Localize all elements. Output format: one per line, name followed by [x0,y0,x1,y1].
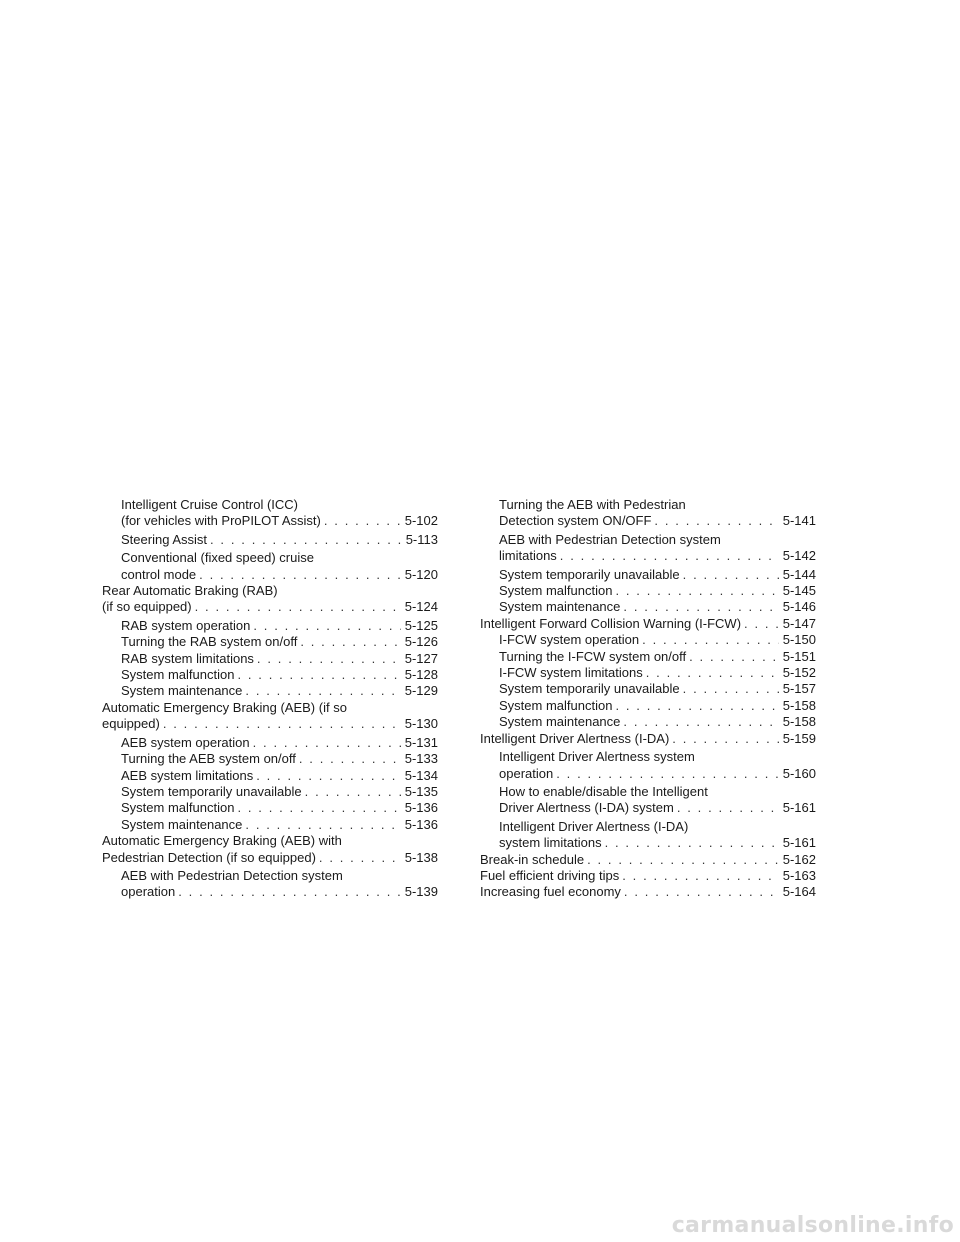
dot-leader [689,649,779,665]
dot-leader [654,513,778,529]
dot-leader [646,665,779,681]
toc-entry[interactable] [480,632,816,648]
toc-entry-title-line: Automatic Emergency Braking (AEB) (if so [102,699,347,715]
toc-entry-title: Turning the AEB system on/off [121,751,296,767]
dot-leader [256,768,401,784]
toc-entry-title: Turning the I-FCW system on/off [499,648,687,664]
dot-leader [615,583,778,599]
dot-leader [622,868,779,884]
toc-page-number: 5-159 [782,730,816,746]
dot-leader [744,616,779,632]
toc-entry-title: Steering Assist [121,531,207,547]
dot-leader [642,632,779,648]
toc-entry[interactable] [480,714,816,730]
toc-page-number: 5-102 [404,513,438,529]
toc-entry-title: RAB system operation [121,617,251,633]
toc-page-number: 5-136 [404,816,438,832]
toc-entry[interactable] [102,833,438,866]
toc-page-number: 5-158 [782,714,816,730]
toc-entry[interactable] [480,583,816,599]
toc-entry[interactable] [480,599,816,615]
toc-entry[interactable] [480,649,816,665]
toc-page-number: 5-145 [782,583,816,599]
toc-page-number: 5-134 [404,767,438,783]
toc-entry[interactable] [102,700,438,733]
dot-leader [178,884,401,900]
toc-entry-title: System maintenance [499,714,621,730]
toc-entry[interactable] [480,819,816,852]
toc-entry-title: I-FCW system limitations [499,665,643,681]
toc-entry[interactable] [480,698,816,714]
toc-entry[interactable] [480,532,816,565]
toc-page-number: 5-129 [404,683,438,699]
toc-entry[interactable] [102,784,438,800]
toc-entry-title: operation [121,884,176,900]
dot-leader [319,850,401,866]
toc-entry-title: Intelligent Driver Alertness (I-DA) [480,730,670,746]
toc-entry-title: Pedestrian Detection (if so equipped) [102,849,316,865]
toc-entry-title: AEB system operation [121,734,250,750]
toc-page-number: 5-157 [782,681,816,697]
dot-leader [253,735,401,751]
toc-entry-title: Driver Alertness (I-DA) system [499,800,674,816]
toc-entry-title: (for vehicles with ProPILOT Assist) [121,513,321,529]
toc-entry[interactable] [102,735,438,751]
toc-entry-title: equipped) [102,716,160,732]
toc-entry[interactable] [480,784,816,817]
toc-page-number: 5-142 [782,548,816,564]
toc-page-number: 5-124 [404,599,438,615]
toc-entry[interactable] [102,751,438,767]
toc-entry[interactable] [102,532,438,548]
toc-page-number: 5-135 [404,783,438,799]
toc-entry-title-line: AEB with Pedestrian Detection system [121,867,343,883]
toc-entry-title: RAB system limitations [121,650,254,666]
toc-entry-title: System temporarily unavailable [499,681,680,697]
toc-entry[interactable] [480,749,816,782]
toc-entry-title: (if so equipped) [102,599,192,615]
dot-leader [195,599,401,615]
toc-page-number: 5-120 [404,566,438,582]
toc-page-number: 5-113 [405,531,438,547]
dot-leader [237,667,400,683]
dot-leader [245,683,400,699]
toc-entry-title: Turning the RAB system on/off [121,634,298,650]
toc-page-number: 5-161 [782,835,816,851]
toc-page-number: 5-127 [404,650,438,666]
toc-entry-title: System maintenance [499,599,621,615]
dot-leader [257,651,401,667]
dot-leader [624,884,779,900]
dot-leader [305,784,401,800]
toc-entry[interactable] [102,550,438,583]
dot-leader [199,567,401,583]
toc-entry-title: System temporarily unavailable [499,566,680,582]
toc-entry[interactable] [102,618,438,634]
toc-entry[interactable] [480,665,816,681]
dot-leader [560,548,779,564]
toc-entry[interactable] [102,683,438,699]
toc-page-number: 5-162 [782,851,816,867]
toc-entry-title: System malfunction [121,800,235,816]
toc-entry-title-line: Turning the AEB with Pedestrian [499,497,686,512]
watermark: carmanualsonline.info [671,1213,954,1238]
toc-entry-title-line: Intelligent Cruise Control (ICC) [121,497,299,512]
toc-page-number: 5-151 [782,648,816,664]
toc-page-number: 5-144 [782,566,816,582]
toc-entry[interactable] [102,634,438,650]
toc-page-number: 5-164 [782,884,816,900]
dot-leader [605,835,779,851]
toc-page-number: 5-126 [404,634,438,650]
toc-page-number: 5-128 [404,667,438,683]
toc-entry-title: System malfunction [499,583,613,599]
dot-leader [324,513,401,529]
toc-page-number: 5-163 [782,867,816,883]
dot-leader [672,731,778,747]
toc-entry-title: Detection system ON/OFF [499,513,652,529]
dot-leader [299,751,401,767]
toc-page-number: 5-160 [782,765,816,781]
dot-leader [237,800,400,816]
toc-column-left [102,497,438,901]
toc-entry-title: AEB system limitations [121,767,254,783]
toc-page-number: 5-125 [404,617,438,633]
toc-entry-title: operation [499,765,554,781]
toc-entry-title: control mode [121,566,197,582]
dot-leader [683,681,779,697]
dot-leader [210,532,402,548]
toc-page-number: 5-131 [404,734,438,750]
toc-entry-title: System maintenance [121,683,243,699]
toc-page-number: 5-130 [404,716,438,732]
toc-entry-title: Break-in schedule [480,851,585,867]
toc-entry[interactable] [480,868,816,884]
toc-entry-title: limitations [499,548,557,564]
toc-entry-title-line: Automatic Emergency Braking (AEB) with [102,833,342,849]
toc-entry-title: I-FCW system operation [499,632,640,648]
toc-entry-title: System maintenance [121,816,243,832]
toc-column-right [480,497,816,901]
dot-leader [623,599,778,615]
toc-entry[interactable] [480,731,816,747]
dot-leader [163,716,401,732]
toc-entry[interactable] [102,651,438,667]
toc-page-number: 5-141 [782,513,816,529]
toc-entry[interactable] [480,681,816,697]
toc-entry-title: System malfunction [121,667,235,683]
toc-page-number: 5-147 [782,615,816,631]
toc-page-number: 5-133 [404,751,438,767]
dot-leader [300,634,400,650]
toc-entry-title-line: Conventional (fixed speed) cruise [121,550,314,566]
toc-entry[interactable] [480,884,816,900]
toc-page-number: 5-161 [782,800,816,816]
toc-page-number: 5-152 [782,665,816,681]
toc-entry[interactable] [480,567,816,583]
dot-leader [623,714,778,730]
dot-leader [677,800,779,816]
dot-leader [245,817,400,833]
toc-entry[interactable] [480,852,816,868]
toc-entry-title-line: Intelligent Driver Alertness system [499,749,695,765]
toc-entry-title: System temporarily unavailable [121,783,302,799]
toc-page-number: 5-158 [782,697,816,713]
dot-leader [683,567,779,583]
toc-entry[interactable] [102,817,438,833]
toc-entry[interactable] [102,667,438,683]
toc-page-number: 5-146 [782,599,816,615]
toc-entry[interactable] [102,583,438,616]
toc-entry-title-line: Rear Automatic Braking (RAB) [102,583,278,599]
toc-entry-title: Increasing fuel economy [480,884,621,900]
toc-entry-title-line: Intelligent Driver Alertness (I-DA) [499,818,689,834]
toc-entry[interactable] [102,800,438,816]
toc-page-number: 5-136 [404,800,438,816]
toc-page-number: 5-150 [782,632,816,648]
toc-entry[interactable] [102,768,438,784]
toc-entry-title: Intelligent Forward Collision Warning (I-FCW) [480,615,742,631]
toc-entry-title-line: AEB with Pedestrian Detection system [499,531,721,547]
toc-entry-title: System malfunction [499,697,613,713]
toc-entry-title: Fuel efficient driving tips [480,867,620,883]
toc-entry[interactable] [480,616,816,632]
dot-leader [556,766,779,782]
toc-entry[interactable] [480,497,816,530]
toc-page-number: 5-139 [404,884,438,900]
dot-leader [253,618,400,634]
toc-entry[interactable] [102,497,438,530]
toc-entry-title: system limitations [499,835,602,851]
toc-page-number: 5-138 [404,849,438,865]
toc-entry[interactable] [102,868,438,901]
dot-leader [587,852,779,868]
dot-leader [615,698,778,714]
toc-entry-title-line: How to enable/disable the Intelligent [499,783,708,799]
